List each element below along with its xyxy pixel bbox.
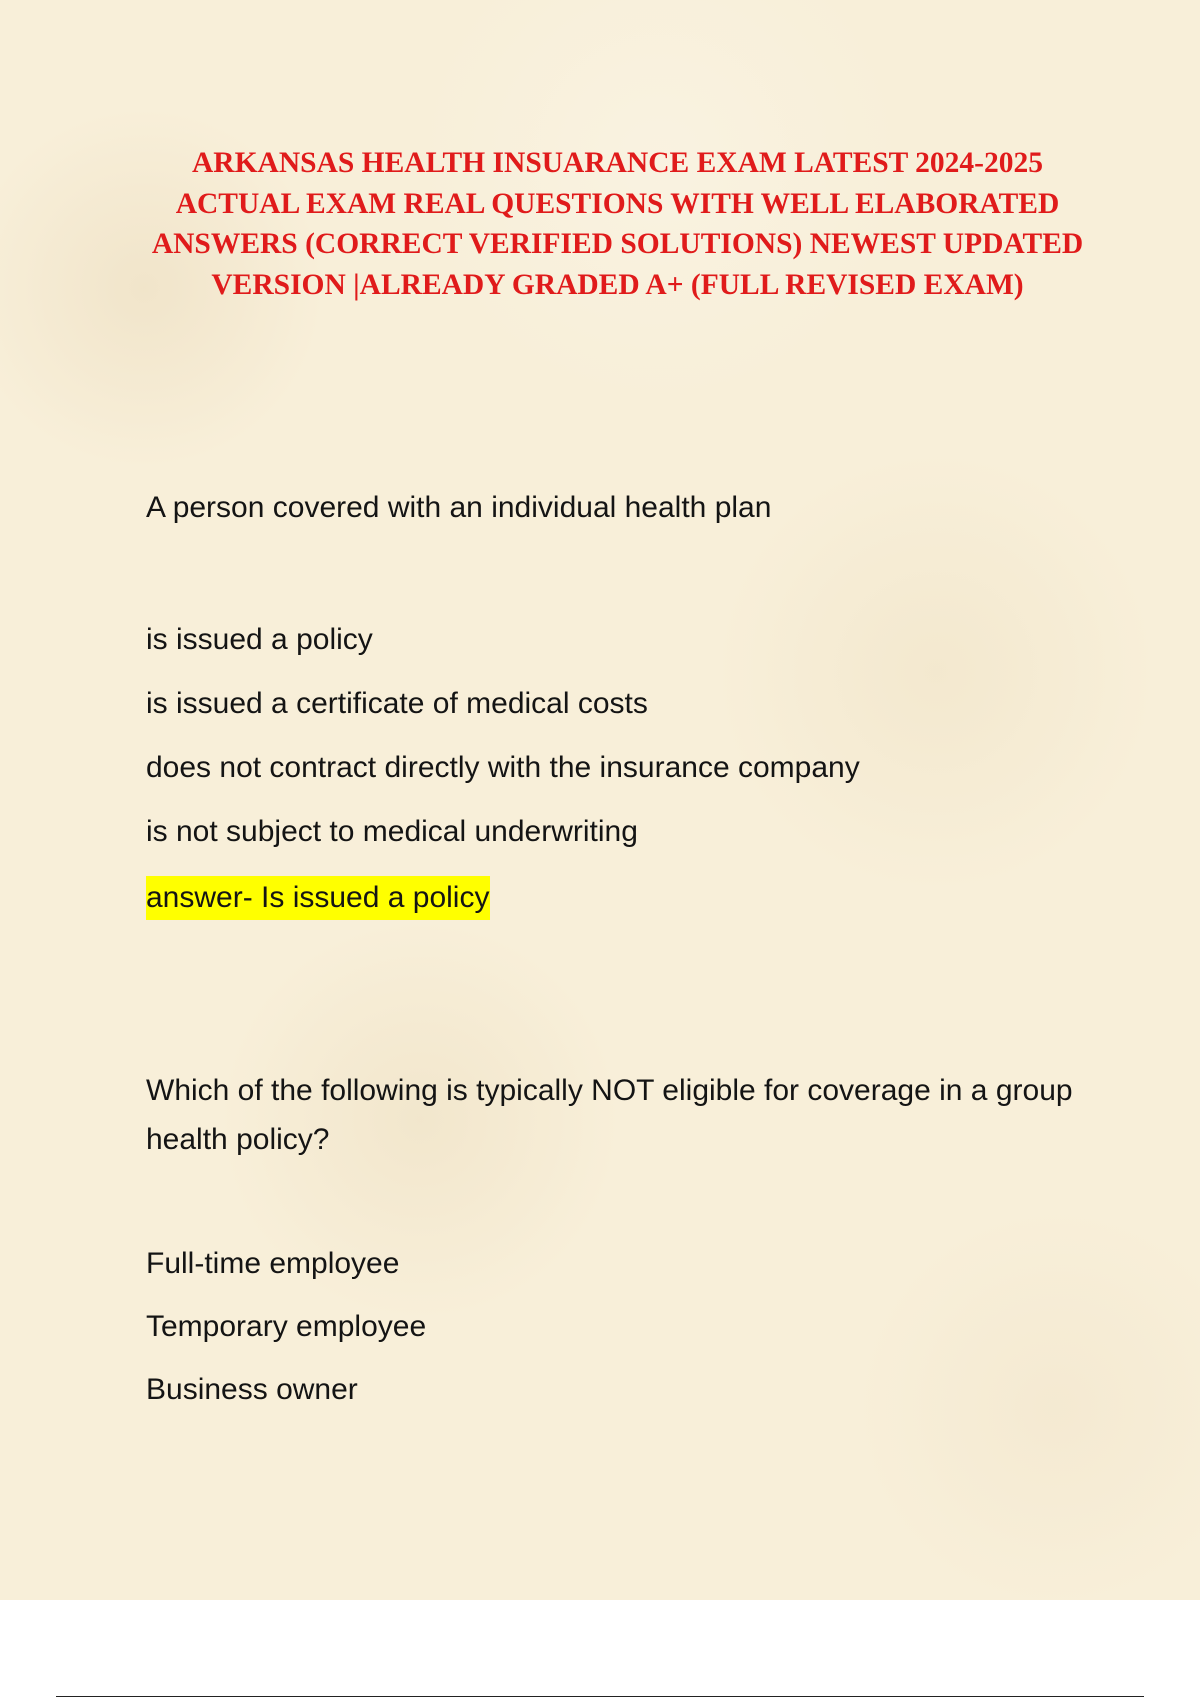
question-1-option-d: is not subject to medical underwriting (146, 815, 638, 848)
document-title: ARKANSAS HEALTH INSUARANCE EXAM LATEST 2024-2025 ACTUAL EXAM REAL QUESTIONS WITH WELL ELABORATED ANSWERS (CORRECT VERIFIED SOLUTIONS) NEWEST UPDATED VERSION |ALREADY GRADED A+ (FULL REVISED EXAM) (151, 147, 1084, 301)
question-2-option-a: Full-time employee (146, 1247, 400, 1280)
question-2-option-b: Temporary employee (146, 1310, 427, 1343)
question-1-option-b: is issued a certificate of medical costs (146, 687, 648, 720)
question-2-text: Which of the following is typically NOT eligible for coverage in a group health policy? (146, 1074, 1073, 1156)
footer-divider (56, 1696, 1144, 1697)
question-2-option-c: Business owner (146, 1373, 358, 1406)
question-1-options (146, 620, 860, 876)
question-1-option-c: does not contract directly with the insurance company (146, 751, 860, 784)
question-1-text: A person covered with an individual health plan (146, 491, 772, 524)
question-1-option-a: is issued a policy (146, 623, 373, 656)
question-1-answer-highlight: answer- Is issued a policy (146, 876, 490, 920)
question-2-options (146, 1244, 426, 1433)
